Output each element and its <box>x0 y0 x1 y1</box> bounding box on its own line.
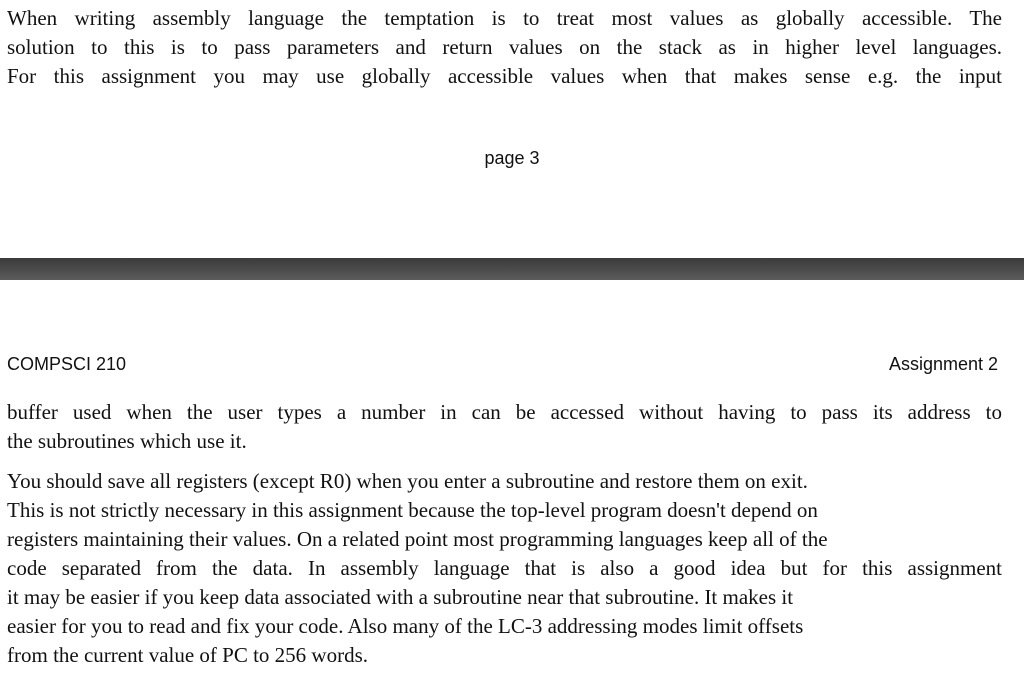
paragraph-line: the subroutines which use it. <box>7 429 247 453</box>
paragraph-line: registers maintaining their values. On a related point most programming languages keep all of the <box>7 527 828 551</box>
paragraph-line: code separated from the data. In assembly language that is also a good idea but for this assignment <box>7 556 1002 580</box>
paragraph-line: For this assignment you may use globally accessible values when that makes sense e.g. the input <box>7 64 1002 88</box>
paragraph-line: This is not strictly necessary in this assignment because the top-level program doesn't depend on <box>7 498 818 522</box>
paragraph-line: it may be easier if you keep data associated with a subroutine near that subroutine. It makes it <box>7 585 794 609</box>
paragraph-line: You should save all registers (except R0) when you enter a subroutine and restore them on exit. <box>7 469 808 493</box>
page-separator <box>0 258 1024 280</box>
assignment-header: Assignment 2 <box>888 354 998 374</box>
paragraph-line: from the current value of PC to 256 words. <box>7 643 369 667</box>
paragraph-line: solution to this is to pass parameters and return values on the stack as in higher level languages. <box>7 35 1002 59</box>
paragraph-line: When writing assembly language the temptation is to treat most values as globally accessible. The <box>7 6 1002 30</box>
page-number: page 3 <box>484 148 540 168</box>
paragraph-line: easier for you to read and fix your code. Also many of the LC-3 addressing modes limit offsets <box>7 614 804 638</box>
course-header: COMPSCI 210 <box>7 354 127 374</box>
paragraph-line: buffer used when the user types a number in can be accessed without having to pass its address to <box>7 400 1002 424</box>
page-3-bottom <box>0 0 1024 258</box>
